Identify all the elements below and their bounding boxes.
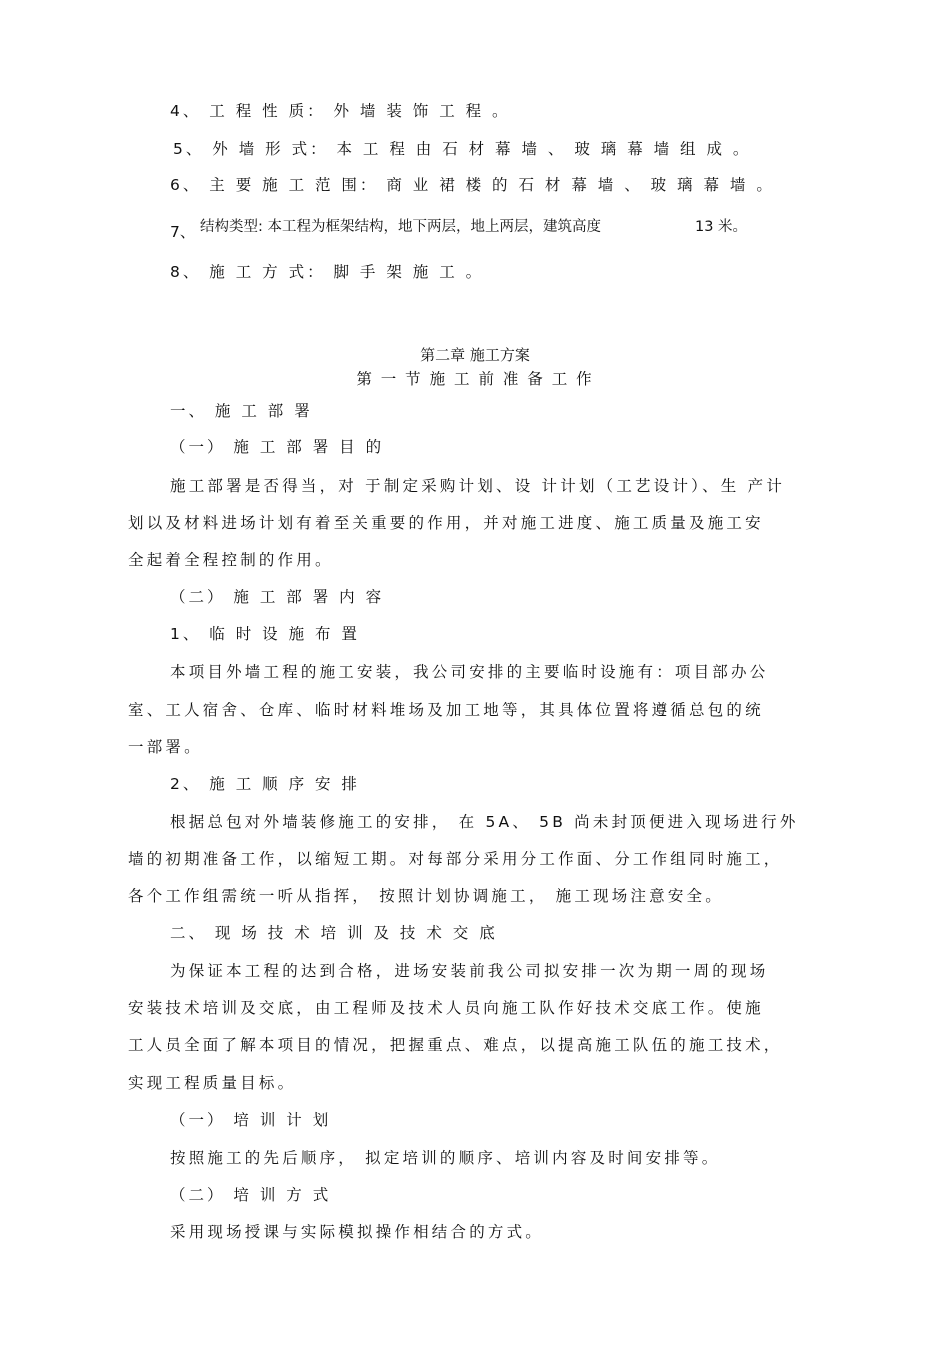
paragraph-line: 各个工作组需统一听从指挥， 按照计划协调施工， 施工现场注意安全。 <box>128 887 724 905</box>
paragraph-line: 工人员全面了解本项目的情况，把握重点、难点，以提高施工队伍的施工技术， <box>128 1036 783 1054</box>
paragraph-line: 本项目外墙工程的施工安装，我公司安排的主要临时设施有：项目部办公 <box>170 663 769 681</box>
paragraph-line: 划以及材料进场计划有着至关重要的作用，并对施工进度、施工质量及施工安 <box>128 514 764 532</box>
paragraph-line: 按照施工的先后顺序， 拟定培训的顺序、培训内容及时间安排等。 <box>170 1149 721 1167</box>
heading-deployment-purpose: （一） 施 工 部 署 目 的 <box>170 438 385 456</box>
heading-deployment: 一、 施 工 部 署 <box>170 402 313 420</box>
paragraph-line: 安装技术培训及交底，由工程师及技术人员向施工队作好技术交底工作。使施 <box>128 999 764 1017</box>
paragraph-line: 为保证本工程的达到合格，进场安装前我公司拟安排一次为期一周的现场 <box>170 962 769 980</box>
item-7-number: 7、 <box>170 223 196 241</box>
sub-heading-construction-sequence: 2、 施 工 顺 序 安 排 <box>170 775 360 793</box>
heading-deployment-content: （二） 施 工 部 署 内 容 <box>170 588 385 606</box>
sub-heading-temporary-facilities: 1、 临 时 设 施 布 置 <box>170 625 360 643</box>
heading-training-method: （二） 培 训 方 式 <box>170 1186 332 1204</box>
chapter-title: 第二章 施工方案 <box>420 346 530 364</box>
paragraph-line: 实现工程质量目标。 <box>128 1074 297 1092</box>
heading-training-plan: （一） 培 训 计 划 <box>170 1111 332 1129</box>
item-7-value: 13 米。 <box>695 219 748 235</box>
paragraph-line: 墙的初期准备工作，以缩短工期。对每部分采用分工作面、分工作组同时施工， <box>128 850 783 868</box>
item-4: 4、 工 程 性 质： 外 墙 装 饰 工 程 。 <box>170 102 511 120</box>
paragraph-line: 施工部署是否得当，对 于制定采购计划、设 计计划（工艺设计）、生 产计 <box>170 477 786 495</box>
item-6: 6、 主 要 施 工 范 围： 商 业 裙 楼 的 石 材 幕 墙 、 玻 璃 幕 墙 。 <box>170 176 775 194</box>
section-title: 第 一 节 施 工 前 准 备 工 作 <box>356 370 594 388</box>
paragraph-line: 根据总包对外墙装修施工的安排， 在 5A、 5B 尚未封顶便进入现场进行外 <box>170 813 799 831</box>
paragraph-line: 采用现场授课与实际模拟操作相结合的方式。 <box>170 1223 545 1241</box>
heading-training: 二、 现 场 技 术 培 训 及 技 术 交 底 <box>170 924 498 942</box>
item-7-text: 结构类型: 本工程为框架结构，地下两层，地上两层，建筑高度 <box>200 219 601 235</box>
paragraph-line: 一部署。 <box>128 738 203 756</box>
paragraph-line: 室、工人宿舍、仓库、临时材料堆场及加工地等，其具体位置将遵循总包的统 <box>128 701 764 719</box>
item-5: 5、 外 墙 形 式： 本 工 程 由 石 材 幕 墙 、 玻 璃 幕 墙 组 成 。 <box>173 140 752 158</box>
item-8: 8、 施 工 方 式： 脚 手 架 施 工 。 <box>170 263 485 281</box>
paragraph-line: 全起着全程控制的作用。 <box>128 551 334 569</box>
